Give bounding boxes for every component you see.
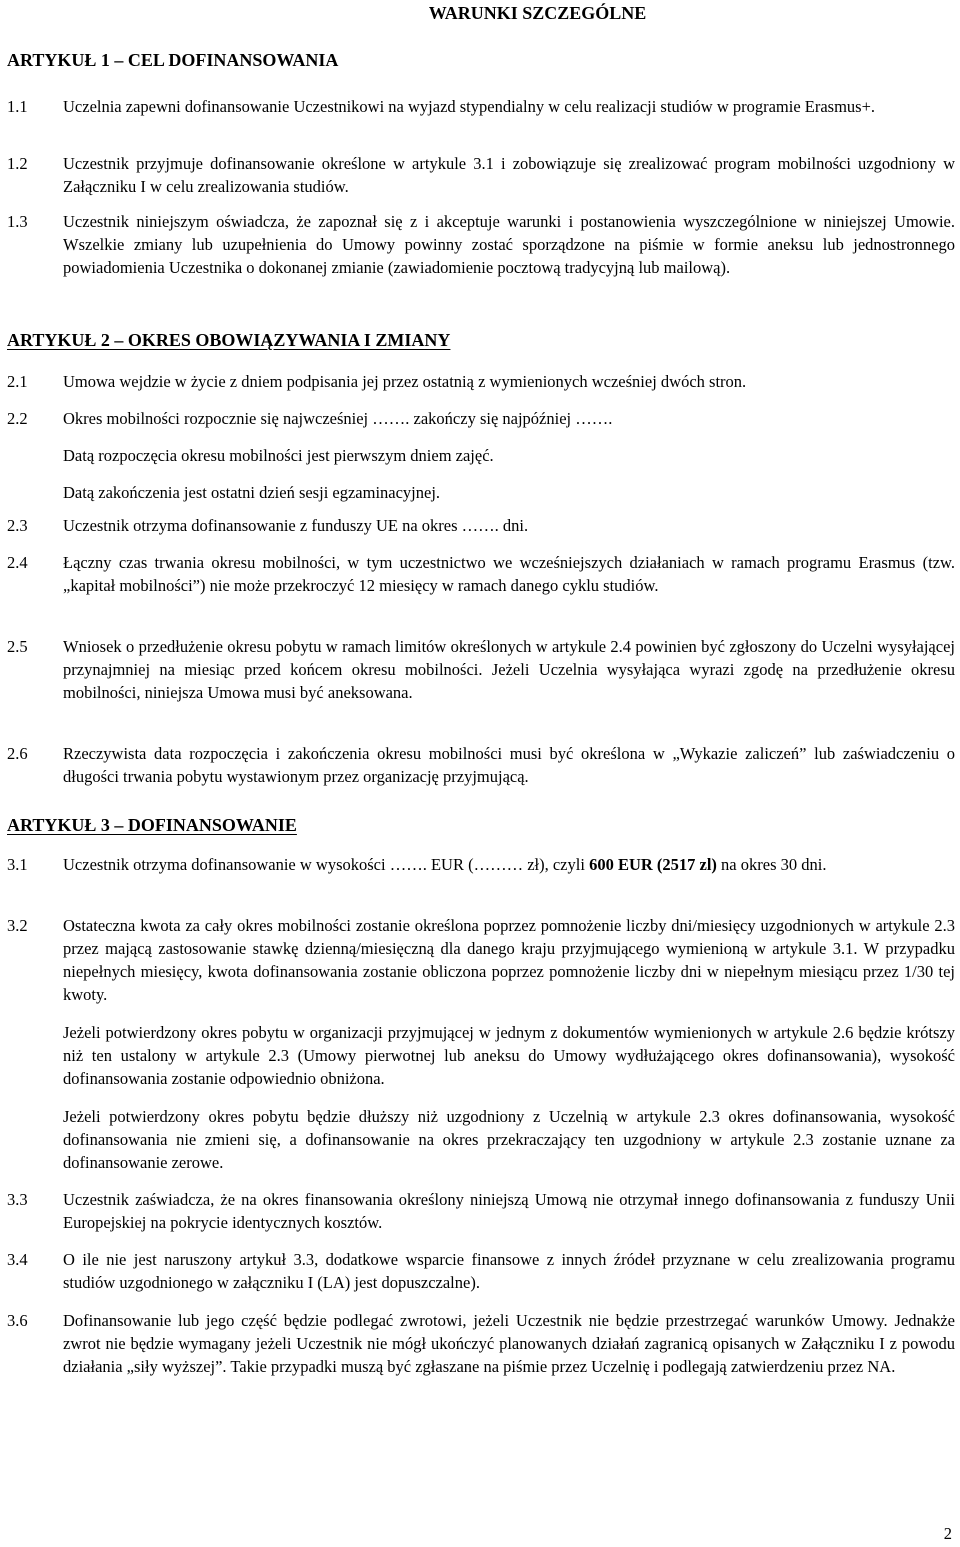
clause-text: Ostateczna kwota za cały okres mobilności zostanie określona poprzez pomnożenie liczby dni/miesięcy uzgodnionych w artykule 2.3 przez mającą zastosowanie stawkę dzienną/miesięczną dla danego kraju przyjmującego wymienioną w artykule 3.1. W przypadku niepełnych miesięcy, kwota dofinansowania zostanie obliczona poprzez pomnożenie liczby dni w niepełnym miesiącu przez 1/30 tej kwoty. <box>63 916 955 1004</box>
clause-text: Uczestnik otrzyma dofinansowanie z funduszy UE na okres ……. dni. <box>63 516 529 535</box>
clause-number: 2.1 <box>7 372 28 391</box>
clause-number: 3.4 <box>7 1250 28 1269</box>
clause-number: 2.6 <box>7 744 28 763</box>
page-number: 2 <box>943 1524 952 1543</box>
clause-text: Uczelnia zapewni dofinansowanie Uczestnikowi na wyjazd stypendialny w celu realizacji studiów w programie Erasmus+. <box>63 97 876 116</box>
clause-2-1 <box>7 370 955 393</box>
clause-3-2-shorter-period: Jeżeli potwierdzony okres pobytu w organizacji przyjmującej w jednym z dokumentów wymienionych w artykule 2.6 będzie krótszy niż ten ustalony w artykule 2.3 (Umowy pierwotnej lub aneksu do Umowy wydłużającego okres dofinansowania), wysokość dofinansowania zostanie odpowiednio obniżona. <box>63 1023 955 1088</box>
clause-number: 2.2 <box>7 409 28 428</box>
grant-amount: 600 EUR (2517 zl) <box>589 855 717 874</box>
document-title: WARUNKI SZCZEGÓLNE <box>428 3 647 23</box>
clause-text: O ile nie jest naruszony artykuł 3.3, dodatkowe wsparcie finansowe z innych źródeł przyznane w celu zrealizowania programu studiów uzgodnionego w załączniku I (LA) jest dopuszczalne). <box>63 1250 955 1292</box>
clause-3-3 <box>7 1188 955 1234</box>
clause-3-4 <box>7 1248 955 1294</box>
clause-text: Uczestnik niniejszym oświadcza, że zapoznał się z i akceptuje warunki i postanowienia wyszczególnione w niniejszej Umowie. Wszelkie zmiany lub uzupełnienia do Umowy powinny zostać sporządzone na piśmie w formie aneksu lub jednostronnego powiadomienia Uczestnika o dokonanej zmianie (zawiadomienie pocztową tradycyjną lub mailową). <box>63 212 955 277</box>
article-1-heading: ARTYKUŁ 1 – CEL DOFINANSOWANIA <box>7 50 339 70</box>
clause-text: Rzeczywista data rozpoczęcia i zakończenia okresu mobilności musi być określona w „Wykazie zaliczeń” lub zaświadczeniu o długości trwania pobytu wystawionym przez organizację przyjmującą. <box>63 744 955 786</box>
clause-text <box>63 853 955 876</box>
clause-2-6 <box>7 742 955 788</box>
clause-3-6 <box>7 1309 955 1378</box>
clause-2-3 <box>7 514 955 537</box>
clause-number: 3.1 <box>7 855 28 874</box>
clause-number: 2.3 <box>7 516 28 535</box>
clause-text-part: na okres 30 dni. <box>716 855 827 874</box>
clause-text: Uczestnik przyjmuje dofinansowanie określone w artykule 3.1 i zobowiązuje się zrealizować program mobilności uzgodniony w Załączniku I w celu zrealizowania studiów. <box>63 154 955 196</box>
clause-number: 2.4 <box>7 553 28 572</box>
clause-text: Wniosek o przedłużenie okresu pobytu w ramach limitów określonych w artykule 2.4 powinien być zgłoszony do Uczelni wysyłającej przynajmniej na miesiąc przed końcem okresu mobilności. Jeżeli Uczelnia wysyłająca wyrazi zgodę na przedłużenie okresu mobilności, niniejsza Umowa musi być aneksowana. <box>63 637 955 702</box>
clause-2-4 <box>7 551 955 597</box>
clause-text: Łączny czas trwania okresu mobilności, w tym uczestnictwo we wcześniejszych działaniach w ramach programu Erasmus (tzw. „kapitał mobilności”) nie może przekroczyć 12 miesięcy w ramach danego cyklu studiów. <box>63 553 955 595</box>
clause-number: 1.1 <box>7 97 28 116</box>
clause-number: 1.3 <box>7 212 28 231</box>
clause-text: Dofinansowanie lub jego część będzie podlegać zwrotowi, jeżeli Uczestnik nie będzie przestrzegać warunków Umowy. Jednakże zwrot nie będzie wymagany jeżeli Uczestnik nie mógł ukończyć planowanych działań zagranicą opisanych w Załączniku I z powodu działania „siły wyższej”. Takie przypadki muszą być zgłaszane na piśmie przez Uczelnię i podlegają zatwierdzeniu przez NA. <box>63 1311 955 1376</box>
clause-3-1 <box>7 853 955 876</box>
article-2-heading: ARTYKUŁ 2 – OKRES OBOWIĄZYWANIA I ZMIANY <box>7 330 451 350</box>
clause-3-2 <box>7 914 955 1006</box>
clause-3-2-longer-period: Jeżeli potwierdzony okres pobytu będzie dłuższy niż uzgodniony z Uczelnią w artykule 2.3 okres dofinansowania, wysokość dofinansowania nie zmieni się, a dofinansowanie na okres przekraczający ten uzgodniony w artykule 2.3 zostanie uznane za dofinansowanie zerowe. <box>63 1107 955 1172</box>
article-3-heading: ARTYKUŁ 3 – DOFINANSOWANIE <box>7 815 297 835</box>
clause-text: Okres mobilności rozpocznie się najwcześniej ……. zakończy się najpóźniej ……. <box>63 409 613 428</box>
clause-number: 2.5 <box>7 637 28 656</box>
clause-text: Uczestnik zaświadcza, że na okres finansowania określony niniejszą Umową nie otrzymał innego dofinansowania z funduszy Unii Europejskiej na pokrycie identycznych kosztów. <box>63 1190 955 1232</box>
clause-number: 3.2 <box>7 916 28 935</box>
clause-1-3 <box>7 210 955 279</box>
mobility-start-note: Datą rozpoczęcia okresu mobilności jest pierwszym dniem zajęć. <box>63 446 494 465</box>
clause-2-5 <box>7 635 955 704</box>
clause-text: Umowa wejdzie w życie z dniem podpisania jej przez ostatnią z wymienionych wcześniej dwóch stron. <box>63 372 747 391</box>
clause-number: 3.6 <box>7 1311 28 1330</box>
clause-number: 3.3 <box>7 1190 28 1209</box>
clause-1-2 <box>7 152 955 198</box>
clause-text-part: Uczestnik otrzyma dofinansowanie w wysokości ……. EUR (……… zł), czyli <box>63 855 590 874</box>
clause-1-1 <box>7 95 955 118</box>
clause-number: 1.2 <box>7 154 28 173</box>
mobility-end-note: Datą zakończenia jest ostatni dzień sesji egzaminacyjnej. <box>63 483 441 502</box>
clause-2-2 <box>7 407 955 430</box>
